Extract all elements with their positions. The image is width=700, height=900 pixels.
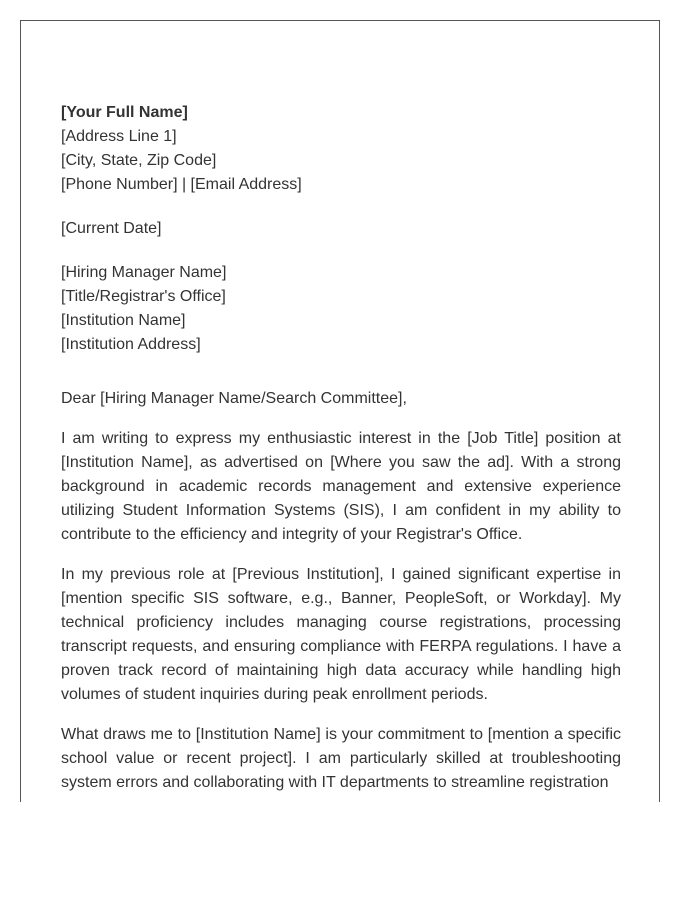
sender-block bbox=[61, 101, 621, 197]
sender-address-line1: [Address Line 1] bbox=[61, 128, 177, 145]
recipient-institution: [Institution Name] bbox=[61, 312, 186, 329]
body-paragraph-3: What draws me to [Institution Name] is your commitment to [mention a specific school value or recent project]. I am particularly skilled at troubleshooting system errors and collaborating with IT departments to streamline registration bbox=[61, 726, 621, 791]
salutation: Dear [Hiring Manager Name/Search Committee], bbox=[61, 390, 407, 407]
letter-date: [Current Date] bbox=[61, 220, 162, 237]
letter-page bbox=[20, 20, 660, 802]
sender-contact: [Phone Number] | [Email Address] bbox=[61, 176, 302, 193]
date-block bbox=[61, 217, 621, 241]
body-paragraph-2: In my previous role at [Previous Institution], I gained significant expertise in [mention specific SIS software, e.g., Banner, PeopleSoft, or Workday]. My technical proficiency includes managing course registrations, processing transcript requests, and ensuring compliance with FERPA regulations. I have a proven track record of maintaining high data accuracy while handling high volumes of student inquiries during peak enrollment periods. bbox=[61, 566, 621, 703]
body-paragraph-1: I am writing to express my enthusiastic interest in the [Job Title] position at [Institution Name], as advertised on [Where you saw the ad]. With a strong background in academic records management and extensive experience utilizing Student Information Systems (SIS), I am confident in my ability to contribute to the efficiency and integrity of your Registrar's Office. bbox=[61, 430, 621, 543]
recipient-block bbox=[61, 261, 621, 357]
recipient-title: [Title/Registrar's Office] bbox=[61, 288, 226, 305]
salutation-block bbox=[61, 387, 621, 411]
recipient-name: [Hiring Manager Name] bbox=[61, 264, 227, 281]
sender-name: [Your Full Name] bbox=[61, 104, 188, 121]
sender-city-state-zip: [City, State, Zip Code] bbox=[61, 152, 217, 169]
recipient-address: [Institution Address] bbox=[61, 336, 201, 353]
letter-content bbox=[61, 101, 621, 795]
